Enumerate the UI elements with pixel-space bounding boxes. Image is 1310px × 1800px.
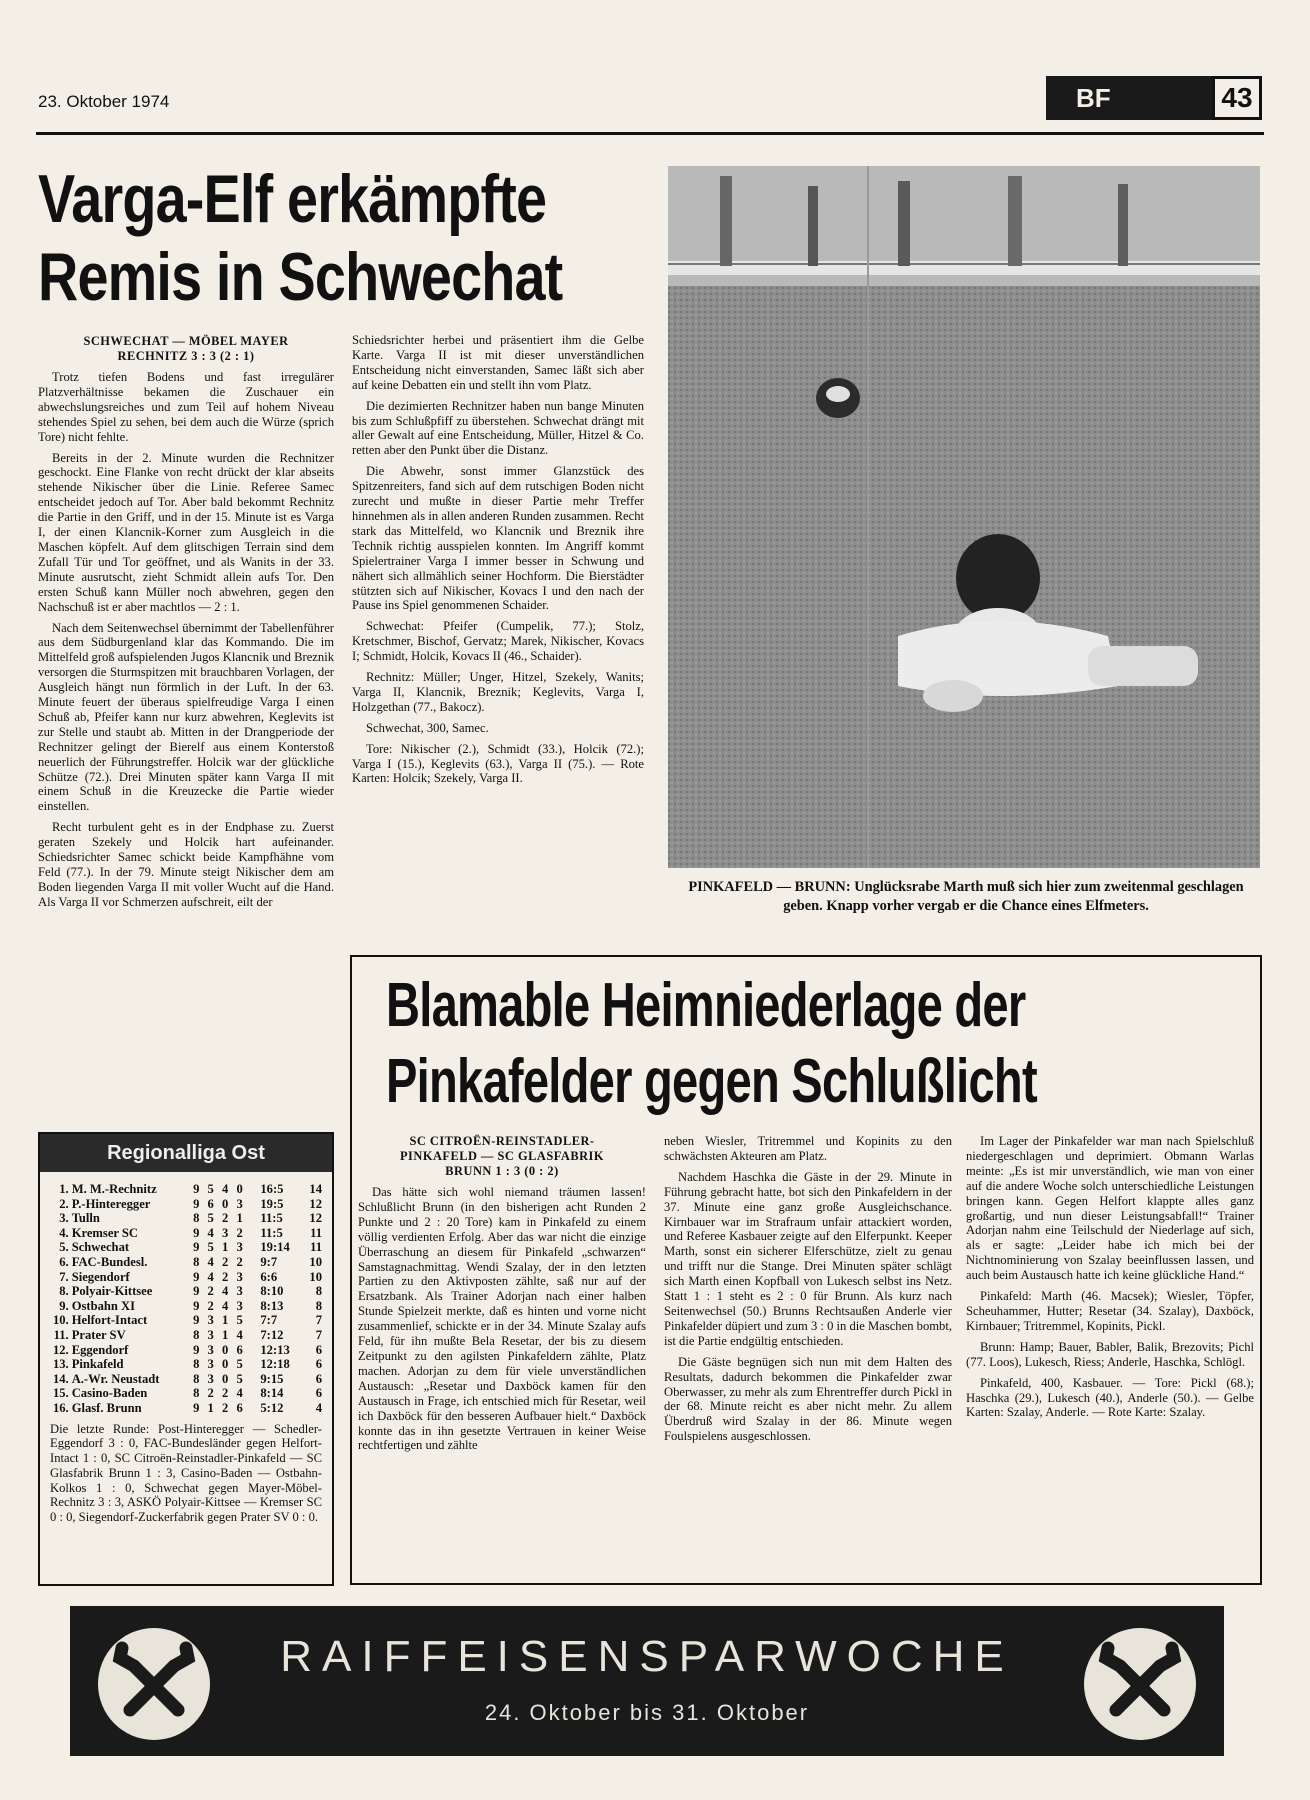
paragraph: Schiedsrichter herbei und präsentiert ihm die Gelbe Karte. Varga II ist mit dieser unverständlichen Entscheidung nicht einverstanden, Samec läßt sich aber auf keine Debatten ein und stellt ihn vom Platz.: [352, 333, 644, 392]
ad-dates: 24. Oktober bis 31. Oktober: [484, 1700, 810, 1725]
table-cell-pts: 7: [315, 1327, 322, 1342]
table-row: [50, 1372, 322, 1387]
table-cell-stats: 9 4 2 3: [193, 1269, 246, 1284]
table-cell-pos: 12.: [52, 1342, 69, 1357]
table-cell-pts: 12: [309, 1196, 322, 1211]
table-cell-team: Prater SV: [71, 1327, 126, 1342]
article1-column-2: [352, 333, 644, 792]
table-cell-pts: 7: [315, 1313, 322, 1328]
table-cell-pts: 6: [315, 1342, 322, 1357]
section-label: BF: [1046, 76, 1212, 120]
table-cell-team: P.-Hinteregger: [71, 1196, 151, 1211]
table-cell-stats: 9 5 1 3: [193, 1240, 246, 1255]
match-facts: Pinkafeld, 400, Kasbauer. — Tore: Pickl (68.); Haschka (29.), Lukesch (40.), Anderle (50.). — Gelbe Karten: Szalay, Anderle. — Rote Karte: Szalay.: [966, 1375, 1254, 1420]
article2-column-1: [358, 1134, 646, 1459]
table-cell-pos: 16.: [52, 1400, 69, 1415]
paragraph: Die Gäste begnügen sich nun mit dem Halten des Resultats, dadurch bekommen die Pinkafelder zwar Oberwasser, zu mehr als zum Ehrentreffer durch Pickl in der 68. Minute reicht es aber nicht mehr. Zu allem Überdruß wird Szalay in der 86. Minute wegen Foulspielens ausgeschlossen.: [664, 1354, 952, 1444]
table-cell-pos: 15.: [52, 1386, 69, 1401]
table-cell-stats: 8 5 2 1: [193, 1211, 246, 1226]
table-cell-goals: 19:14: [260, 1240, 290, 1255]
table-cell-pts: 11: [310, 1225, 322, 1240]
table-cell-pts: 10: [309, 1269, 322, 1284]
article2-column-3: [966, 1134, 1254, 1426]
paragraph: Nach dem Seitenwechsel übernimmt der Tabellenführer aus dem Südburgenland klar das Kommando. Die im Mittelfeld groß aufspielenden Jugos Klancnik und Breznik versorgen die Sturmspitzen mit brauchbaren Vorlagen, der Ausgleich hängt nun förmlich in der Luft. In der 63. Minute feuert der überaus spielfreudige Varga I einen Schuß ab, Pfeifer kann nur kurz abwehren, Keglevits ist zur Stelle und staubt ab. Mitten in der Drangperiode der Rechnitzer gelingt der Bierelf aus einem Konterstoß neuerlich der Führungstreffer. Holcik war der glückliche Schütze (72.). Drei Minuten später kann Varga II mit einem Schuß in die Kreuzecke die Partie wieder einstellen.: [38, 620, 334, 814]
table-cell-goals: 7:12: [260, 1327, 284, 1342]
table-cell-pos: 11.: [53, 1327, 69, 1342]
article1-headline: Varga-Elf erkämpfte Remis in Schwechat: [38, 161, 563, 315]
table-cell-pts: 12: [309, 1211, 322, 1226]
table-cell-goals: 8:10: [260, 1284, 284, 1299]
table-cell-team: Eggendorf: [71, 1342, 129, 1357]
table-row: [50, 1182, 322, 1197]
table-cell-stats: 8 3 0 5: [193, 1371, 246, 1386]
photo-caption: PINKAFELD — BRUNN: Unglücksrabe Marth muß sich hier zum zweitenmal geschlagen geben. Knapp vorher vergab er die Chance eines Elfmeters.: [688, 879, 1244, 914]
table-cell-pos: 7.: [59, 1269, 69, 1284]
table-row: [50, 1313, 322, 1328]
table-cell-stats: 9 3 0 6: [193, 1342, 246, 1357]
table-cell-pos: 6.: [59, 1254, 69, 1269]
table-row: [50, 1197, 322, 1212]
table-cell-team: Schwechat: [71, 1240, 130, 1255]
table-cell-team: Pinkafeld: [71, 1357, 124, 1372]
table-cell-team: FAC-Bundesl.: [71, 1254, 148, 1269]
table-cell-stats: 8 3 1 4: [193, 1327, 246, 1342]
table-cell-pts: 14: [309, 1182, 322, 1196]
table-cell-team: Glasf. Brunn: [71, 1400, 142, 1415]
table-cell-goals: 11:5: [260, 1211, 283, 1226]
match-photo: [668, 166, 1260, 868]
article2-column-2: [664, 1134, 952, 1450]
table-cell-goals: 8:13: [260, 1298, 284, 1313]
header-rule: [36, 132, 1264, 135]
table-cell-goals: 16:5: [260, 1182, 284, 1196]
table-cell-pos: 13.: [52, 1357, 69, 1372]
paragraph: Recht turbulent geht es in der Endphase zu. Zuerst geraten Szekely und Holcik hart aufeinander. Schiedsrichter Samec schickt beide Kampfhähne vom Feld (77.). In der 79. Minute steigt Nikischer dem am Boden liegenden Varga II mit voller Wucht auf die Hand. Als Varga II vor Schmerzen aufschreit, eilt der: [38, 820, 334, 909]
attendance: Schwechat, 300, Samec.: [366, 720, 489, 735]
table-cell-team: Tulln: [71, 1211, 100, 1226]
table-cell-team: Helfort-Intact: [71, 1313, 148, 1328]
table-row: [50, 1226, 322, 1241]
raiffeisen-logo-icon: [1082, 1626, 1198, 1742]
table-cell-pts: 4: [315, 1400, 322, 1415]
article1-match-result: SCHWECHAT — MÖBEL MAYER RECHNITZ 3 : 3 (2 : 1): [83, 334, 289, 363]
table-row: [50, 1211, 322, 1226]
issue-date: 23. Oktober 1974: [38, 92, 170, 111]
table-cell-pos: 14.: [52, 1371, 69, 1386]
article1-column-1: [38, 334, 334, 916]
article2-headline: Blamable Heimniederlage der Pinkafelder gegen Schlußlicht: [386, 971, 1037, 1116]
table-row: [50, 1299, 322, 1314]
table-cell-pts: 8: [315, 1284, 322, 1299]
table-cell-pos: 2.: [59, 1196, 69, 1211]
table-cell-goals: 8:14: [260, 1386, 284, 1401]
table-cell-stats: 8 4 2 2: [193, 1254, 246, 1269]
table-cell-goals: 11:5: [260, 1225, 283, 1240]
goals: Tore: Nikischer (2.), Schmidt (33.), Holcik (72.); Varga I (15.), Keglevits (63.), Varga II (75.). — Rote Karten: Holcik; Szekely, Varga II.: [352, 741, 644, 786]
league-table-box: [38, 1132, 334, 1586]
paragraph: Die dezimierten Rechnitzer haben nun bange Minuten bis zum Schlußpfiff zu überstehen. Schwechat drängt mit aller Gewalt auf eine Entscheidung, Müller, Hitzel & Co. retten aber den Punkt über die Distanz.: [352, 398, 644, 458]
lineup-pinkafeld: Pinkafeld: Marth (46. Macsek); Wiesler, Töpfer, Scheuhammer, Hutter; Resetar (34. Szalay), Daxböck, Kirnbauer; Tritremmel, Kopinits, Pickl.: [966, 1289, 1254, 1333]
table-cell-pos: 8.: [59, 1284, 69, 1299]
table-cell-pos: 9.: [59, 1298, 69, 1313]
table-cell-goals: 9:7: [260, 1254, 278, 1269]
lineup-brunn: Brunn: Hamp; Bauer, Babler, Balik, Brezovits; Pichl (77. Loos), Lukesch, Riess; Anderle, Haschka, Schlögl.: [966, 1339, 1254, 1369]
lineup-schwechat: Schwechat: Pfeifer (Cumpelik, 77.); Stolz, Kretschmer, Bischof, Gervatz; Marek, Nikischer, Kovacs I; Schmidt, Holcik, Kovacs II (46., Schaider).: [352, 619, 644, 664]
paragraph: Das hätte sich wohl niemand träumen lassen! Schlußlicht Brunn (in den bisherigen acht Runden 2 Punkte und 2 : 20 Tore) kam in Pinkafeld zu einem völlig verdienten Erfolg. Aber das war nicht die einzige Überraschung an diesem für Pinkafeld „schwarzen“ Samstagnachmittag. Wendi Szalay, der in den letzten Partien zu den Aktivposten zählte, saß nur auf der Ersatzbank. Als Trainer Adorjan nach einer halben Stunde Spielzeit merkte, daß es hinten und vorne nicht zusammenlief, schickte er in der 34. Minute Szalay aufs Feld, für ihn mußte Bela Resetar, der bis zu diesem Zeitpunkt zu den agilsten Pinkafeldern zählte, Platz machen. Adorjan zu dem für viele unverständlichen Austausch: „Resetar und Daxböck kamen für den Austausch in Frage, ich entschied mich für Resetar, weil ich Daxböck für den besseren Aufbauer hielt.“ Daxböck konnte das in ihn gesetzte Vertrauen in keiner Weise rechtfertigen und zählte: [358, 1185, 646, 1453]
table-row: [50, 1386, 322, 1401]
table-cell-pts: 6: [315, 1386, 322, 1401]
standings-table: [50, 1182, 322, 1416]
table-cell-stats: 9 1 2 6: [193, 1400, 246, 1415]
table-cell-goals: 19:5: [260, 1196, 284, 1211]
ad-title: RAIFFEISENSPARWOCHE: [280, 1632, 1014, 1681]
table-cell-stats: 9 6 0 3: [193, 1196, 246, 1211]
table-cell-team: M. M.-Rechnitz: [71, 1182, 157, 1196]
lineup-rechnitz: Rechnitz: Müller; Unger, Hitzel, Szekely, Wanits; Varga II, Klancnik, Breznik; Keglevits, Varga I, Holzgethan (77., Bakocz).: [352, 670, 644, 714]
table-cell-pos: 1.: [59, 1182, 69, 1196]
table-cell-stats: 9 2 4 3: [193, 1284, 246, 1299]
page-number: 43: [1212, 76, 1262, 120]
match-photo-image: [668, 166, 1260, 868]
table-cell-pts: 11: [310, 1240, 322, 1255]
league-title: Regionalliga Ost: [40, 1134, 332, 1172]
table-cell-pts: 6: [315, 1371, 322, 1386]
paragraph: Bereits in der 2. Minute wurden die Rechnitzer geschockt. Eine Flanke von recht drückt der klar abseits stehende Nikischer über die Linie. Referee Samec entscheidet jedoch auf Tor. Aber bald bekommt Rechnitz die Partie in den Griff, und in der 15. Minute ist es Varga I, der einen Klancnik-Korner zum Ausgleich in die Maschen köpfelt. Auf dem glitschigen Terrain sind dem Zufall Tür und Tor geöffnet, und als Wanits in der 33. Minute ausrutscht, zieht Schmidt allein aufs Tor. Den ersten Schuß kann Müller noch abwehren, gegen den Nachschuß ist er aber machtlos — 2 : 1.: [38, 450, 334, 614]
table-cell-team: A.-Wr. Neustadt: [71, 1371, 160, 1386]
page-badge: [1046, 76, 1262, 120]
last-round-results: Die letzte Runde: Post-Hinteregger — Schedler-Eggendorf 3 : 0, FAC-Bundesländer gegen Helfort-Intact 1 : 0, SC Citroën-Reinstadler-Pinkafeld — SC Glasfabrik Brunn 1 : 3, Casino-Baden — Ostbahn-Kolkos 1 : 0, Schwechat gegen Mayer-Möbel-Rechnitz 3 : 3, ASKÖ Polyair-Kittsee — Kremser SC 0 : 0, Siegendorf-Zuckerfabrik gegen Prater SV 0 : 0.: [50, 1421, 322, 1525]
paragraph: Die Abwehr, sonst immer Glanzstück des Spitzenreiters, fand sich auf dem rutschigen Boden nicht zurecht und mußte in dieser Partie mehr Treffer hinnehmen als in allen anderen Runden zusammen. Recht stark das Mittelfeld, wo Klancnik und Breznik ihre Technik richtig ausspielen konnten. Im Angriff kommt Spielertrainer Varga I immer besser in Schwung und nähert sich allmählich seiner Hochform. Die Bierstädter stützten sich auf Nikischer, Kovacs I und den nach der Pause ins Spiel genommenen Schaider.: [352, 464, 644, 613]
table-cell-stats: 8 3 0 5: [193, 1357, 246, 1372]
table-cell-pts: 10: [309, 1254, 322, 1269]
table-row: [50, 1401, 322, 1416]
table-cell-goals: 6:6: [260, 1269, 278, 1284]
table-cell-pts: 8: [315, 1298, 322, 1313]
table-cell-goals: 7:7: [260, 1313, 278, 1328]
table-row: [50, 1284, 322, 1299]
table-cell-goals: 12:18: [260, 1357, 290, 1372]
table-cell-stats: 9 5 4 0: [193, 1182, 246, 1196]
table-cell-pos: 3.: [59, 1211, 69, 1226]
paragraph: Nachdem Haschka die Gäste in der 29. Minute in Führung gebracht hatte, bot sich den Pinkafeldern in der 37. Minute eine ganz große Ausgleichschance. Kirnbauer war im Strafraum unfair attackiert worden, und Referee Kasbauer zeigte auf den Elferpunkt. Keeper Marth, sonst ein sicherer Elferschütze, zielt zu genau und trifft nur die Stange. Drei Minuten später schlägt sich Marth einen Kopfball von Lukesch selbst ins Netz. Statt 1 : 1 steht es 2 : 0 für Brunn. Als kurz nach Seitenwechsel (50.) Brunns Rechtsaußen Anderle vier Pinkafelder düpiert und zum 3 : 0 in die Maschen bombt, ist die Partie endgültig entschieden.: [664, 1169, 952, 1348]
table-cell-team: Siegendorf: [71, 1269, 130, 1284]
table-cell-team: Polyair-Kittsee: [71, 1284, 153, 1299]
table-cell-goals: 12:13: [260, 1342, 290, 1357]
table-cell-pts: 6: [315, 1357, 322, 1372]
paragraph: neben Wiesler, Tritremmel und Kopinits zu den schwächsten Akteuren am Platz.: [664, 1134, 952, 1163]
table-row: [50, 1328, 322, 1343]
paragraph: Im Lager der Pinkafelder war man nach Spielschluß niedergeschlagen und deprimiert. Obmann Warlas meinte: „Es ist mir unverständlich, wie man von einer auf die andere Woche solch unterschiedliche Leistungen bringen kann. Gegen Helfort klappte alles ganz großartig, und nun dieser Leistungsabfall!“ Trainer Adorjan nahm eine Teilschuld der Niederlage auf sich, als er sagte: „Leider habe ich mich bei der Nichtnominierung von Szalay beeinflussen lassen, und auch beim Austausch hatte ich keine glückliche Hand.“: [966, 1134, 1254, 1283]
table-cell-team: Ostbahn XI: [71, 1298, 136, 1313]
table-cell-pos: 5.: [59, 1240, 69, 1255]
paragraph: Trotz tiefen Bodens und fast irregulärer Platzverhältnisse bekamen die Zuschauer ein abwechslungsreiches und zum Teil auf hohem Niveau stehendes Spiel zu sehen, bei dem auch die Würze (sprich Tore) nicht fehlte.: [38, 370, 334, 444]
table-row: [50, 1357, 322, 1372]
table-cell-stats: 9 4 3 2: [193, 1225, 246, 1240]
raiffeisen-advertisement: [70, 1606, 1224, 1756]
table-cell-stats: 9 3 1 5: [193, 1313, 246, 1328]
table-cell-team: Kremser SC: [71, 1225, 139, 1240]
table-row: [50, 1270, 322, 1285]
table-row: [50, 1343, 322, 1358]
article2-match-result: SC CITROËN-REINSTADLER- PINKAFELD — SC GLASFABRIK BRUNN 1 : 3 (0 : 2): [399, 1134, 604, 1178]
table-cell-goals: 5:12: [260, 1400, 284, 1415]
table-row: [50, 1255, 322, 1270]
table-cell-stats: 9 2 4 3: [193, 1298, 246, 1313]
table-cell-pos: 10.: [52, 1313, 69, 1328]
table-cell-stats: 8 2 2 4: [193, 1386, 246, 1401]
table-cell-pos: 4.: [59, 1225, 69, 1240]
table-cell-team: Casino-Baden: [71, 1386, 148, 1401]
table-row: [50, 1240, 322, 1255]
table-cell-goals: 9:15: [260, 1371, 284, 1386]
